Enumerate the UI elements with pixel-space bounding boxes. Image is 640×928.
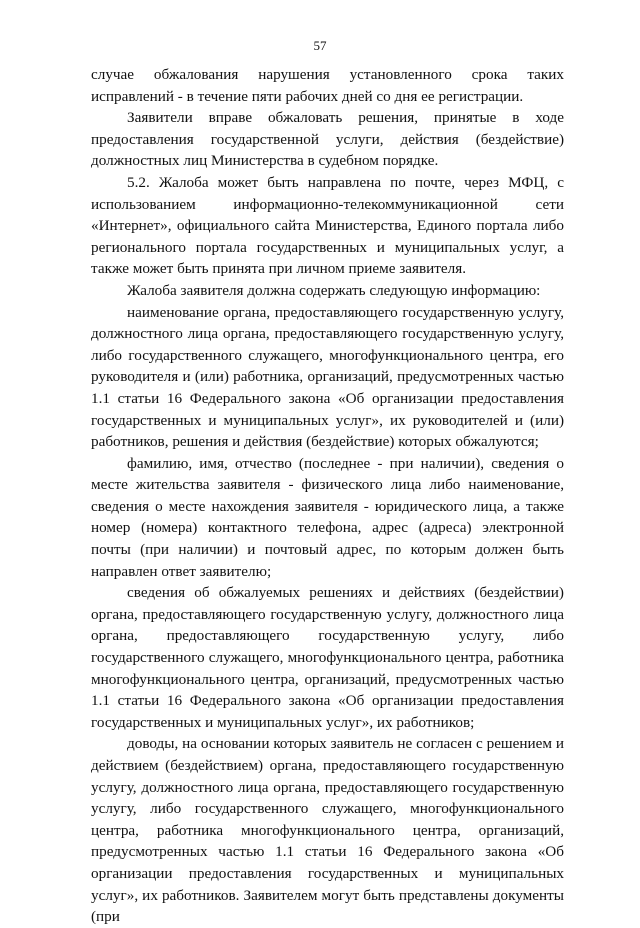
- page-body: [91, 64, 564, 928]
- paragraph-2: Заявители вправе обжаловать решения, принятые в ходе предоставления государственной услуги, действия (бездействие) должностных лиц Министерства в судебном порядке.: [91, 109, 564, 170]
- paragraph-7: сведения об обжалуемых решениях и действиях (бездействии) органа, предоставляющего государственную услугу, должностного лица органа, предоставляющего государственную услугу, либо государственного служащего, многофункционального центра, работника многофункционального центра, организаций, предусмотренных частью 1.1 статьи 16 Федерального закона «Об организации предоставления государственных и муниципальных услуг», их работников;: [91, 584, 564, 731]
- paragraph-4: Жалоба заявителя должна содержать следующую информацию:: [127, 281, 541, 299]
- page-number: 57: [313, 38, 327, 53]
- paragraph-3: 5.2. Жалоба может быть направлена по почте, через МФЦ, с использованием информационно-телекоммуникационной сети «Интернет», официального сайта Министерства, Единого портала либо регионального портала государственных и муниципальных услуг, а также может быть принята при личном приеме заявителя.: [91, 173, 564, 278]
- paragraph-5: наименование органа, предоставляющего государственную услугу, должностного лица органа, предоставляющего государственную услугу, либо государственного служащего, многофункционального центра, его руководителя и (или) работника, организаций, предусмотренных частью 1.1 статьи 16 Федерального закона «Об организации предоставления государственных и муниципальных услуг», их руководителей и (или) работников, решения и действия (бездействие) которых обжалуются;: [91, 303, 564, 451]
- paragraph-1: случае обжалования нарушения установленного срока таких исправлений - в течение пяти рабочих дней со дня ее регистрации.: [91, 66, 564, 105]
- paragraph-6: фамилию, имя, отчество (последнее - при наличии), сведения о месте жительства заявителя - физического лица либо наименование, сведения о месте нахождения заявителя - юридического лица, а также номер (номера) контактного телефона, адрес (адреса) электронной почты (при наличии) и почтовый адрес, по которым должен быть направлен ответ заявителю;: [91, 454, 564, 580]
- paragraph-8: доводы, на основании которых заявитель не согласен с решением и действием (бездействием) органа, предоставляющего государственную услугу, должностного лица органа, предоставляющего государственную услугу, либо государственного служащего, многофункционального центра, работника многофункционального центра, организаций, предусмотренных частью 1.1 статьи 16 Федерального закона «Об организации предоставления государственных и муниципальных услуг», их работников. Заявителем могут быть представлены документы (при: [91, 735, 564, 926]
